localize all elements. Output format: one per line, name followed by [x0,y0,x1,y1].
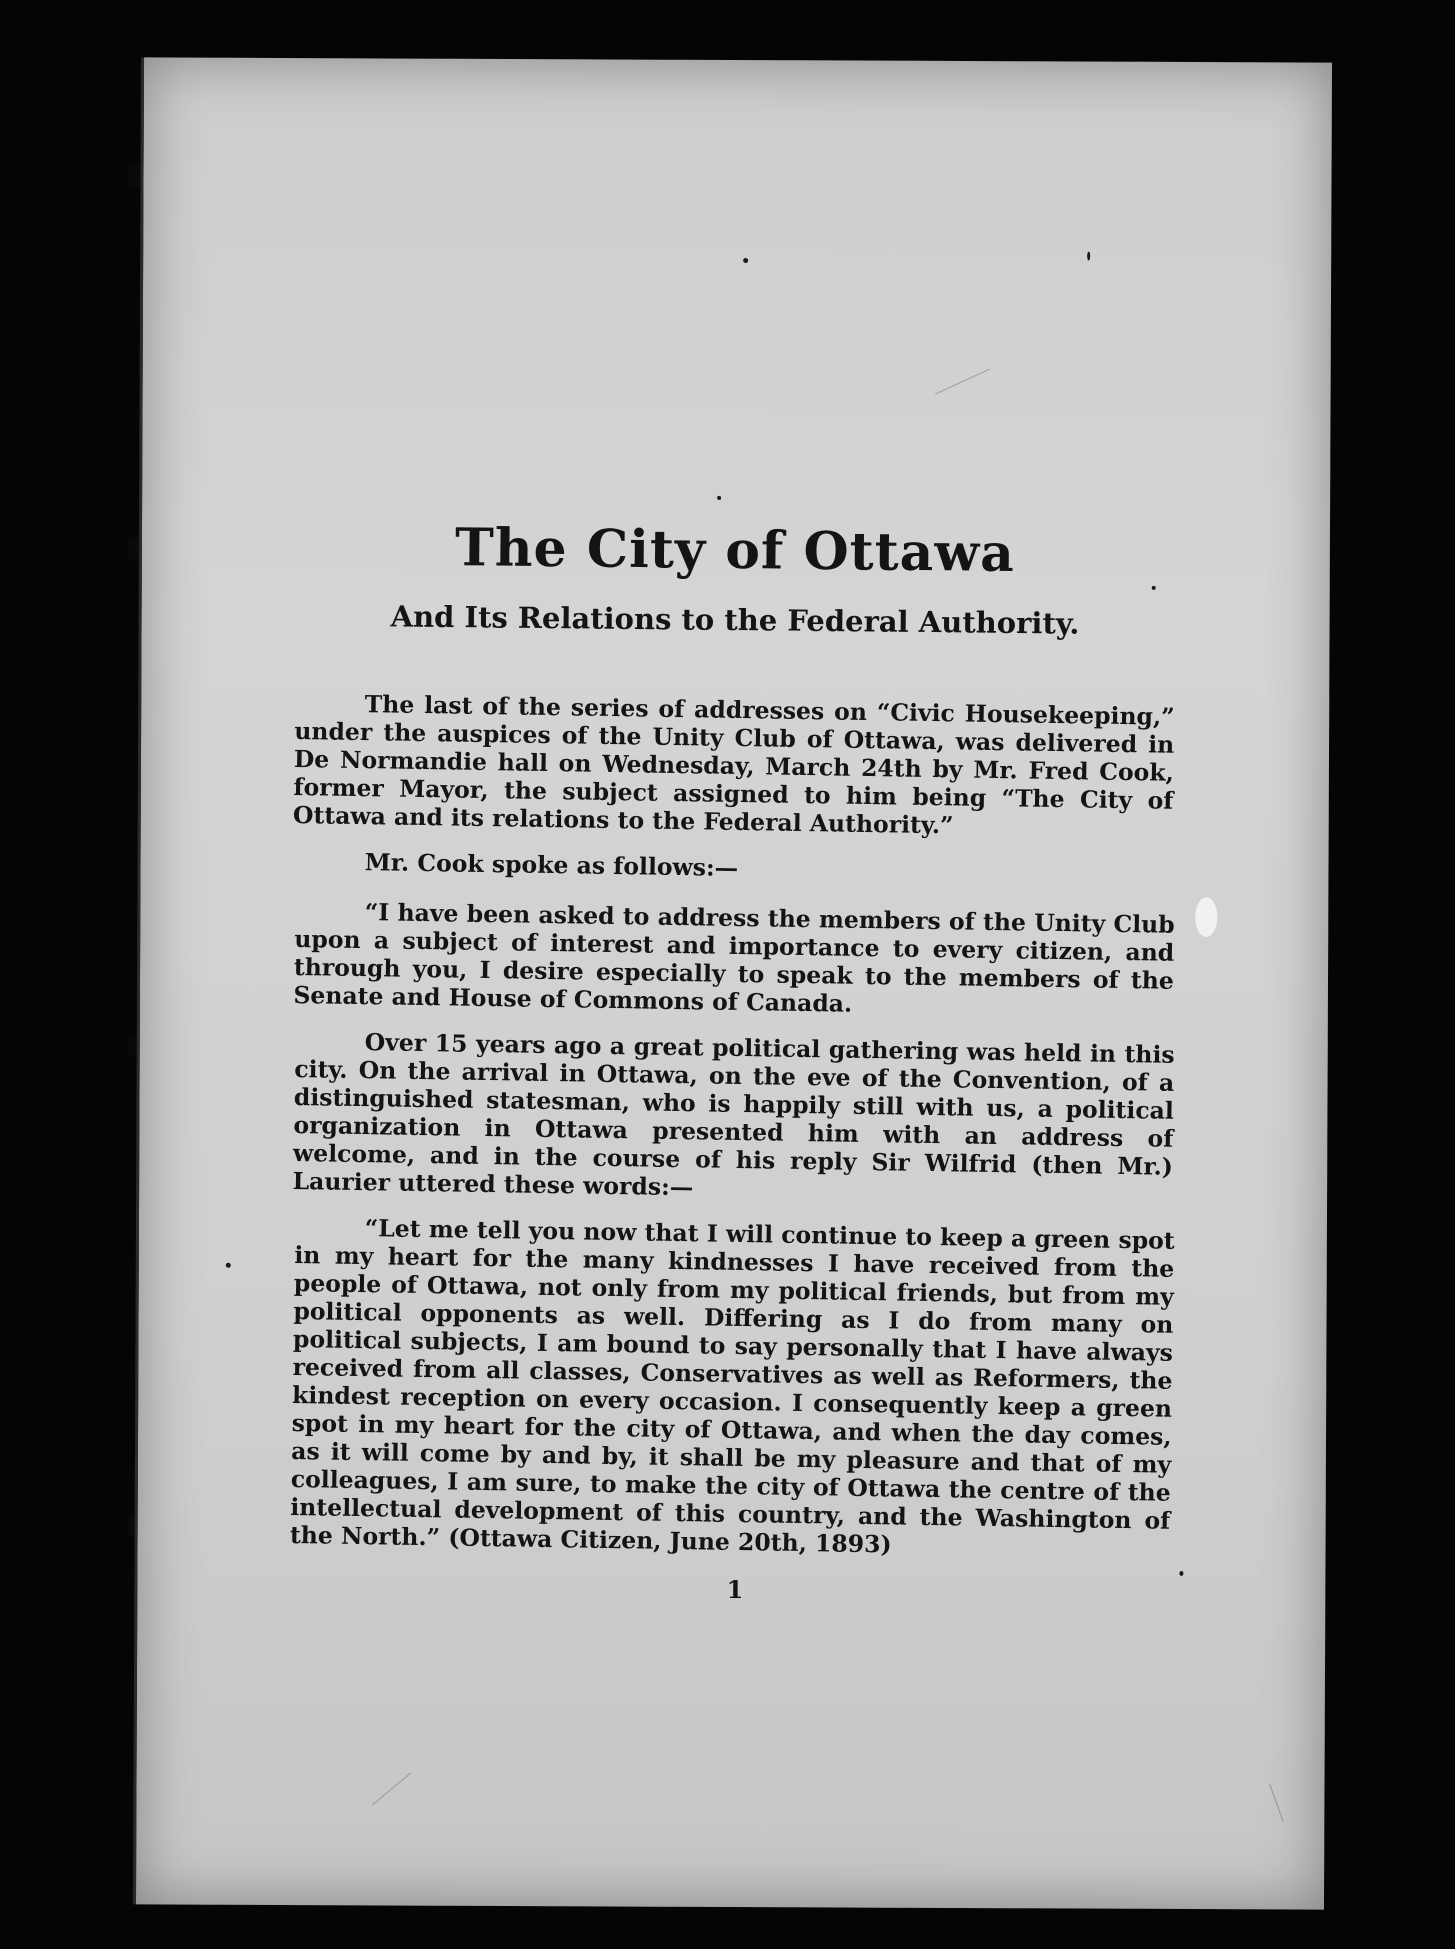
dust-speck [226,1263,231,1268]
page-number: 1 [726,1575,744,1604]
dust-speck [717,496,721,500]
document-title: The City of Ottawa [454,517,1016,584]
paragraph: “I have been asked to address the members of the Unity Club upon a subject of interest and importance to every citizen, and through you, I desire especially to speak to the members of the Senate and House of Commons of Canada. [293,898,1175,1018]
dust-speck [1179,1571,1183,1576]
dust-speck [1087,252,1090,261]
document-body [289,517,1175,1604]
scratch-mark [1269,1784,1283,1822]
paragraph: Over 15 years ago a great political gathering was held in this city. On the arrival in Ottawa, on the eve of the Convention, of a distinguished statesman, who is happily still with us, a political organization in Ottawa presented him with an address of welcome, and in the course of his reply Sir Wilfrid (then Mr.) Laurier uttered these words:— [292,1028,1175,1202]
scratch-mark [372,1773,411,1806]
dust-speck [743,258,748,263]
paragraph: The last of the series of addresses on “Civic Housekeeping,” under the auspices of the Unity Club of Ottawa, was delivered in De Normandie hall on Wednesday, March 24th by Mr. Fred Cook, former Mayor, the subject assigned to him being “The City of Ottawa and its relations to the Federal Authority.” [292,690,1175,840]
paragraph: Mr. Cook spoke as follows:— [364,848,739,882]
paper-blemish [1195,897,1217,937]
document-subtitle: And Its Relations to the Federal Authority. [390,599,1080,641]
scratch-mark [935,368,990,394]
paragraph: “Let me tell you now that I will continue to keep a green spot in my heart for the many kindnesses I have received from the people of Ottawa, not only from my political friends, but from my political opponents as well. Differing as I do from many on political subjects, I am bound to say personally that I have always received from all classes, Conservatives as well as Reformers, the kindest reception on every occasion. I consequently keep a green spot in my heart for the city of Ottawa, and when the day comes, as it will come by and by, it shall be my pleasure and that of my colleagues, I am sure, to make the city of Ottawa the centre of the intellectual development of this country, and the Washington of the North.” (Ottawa Citizen, June 20th, 1893) [289,1214,1175,1559]
